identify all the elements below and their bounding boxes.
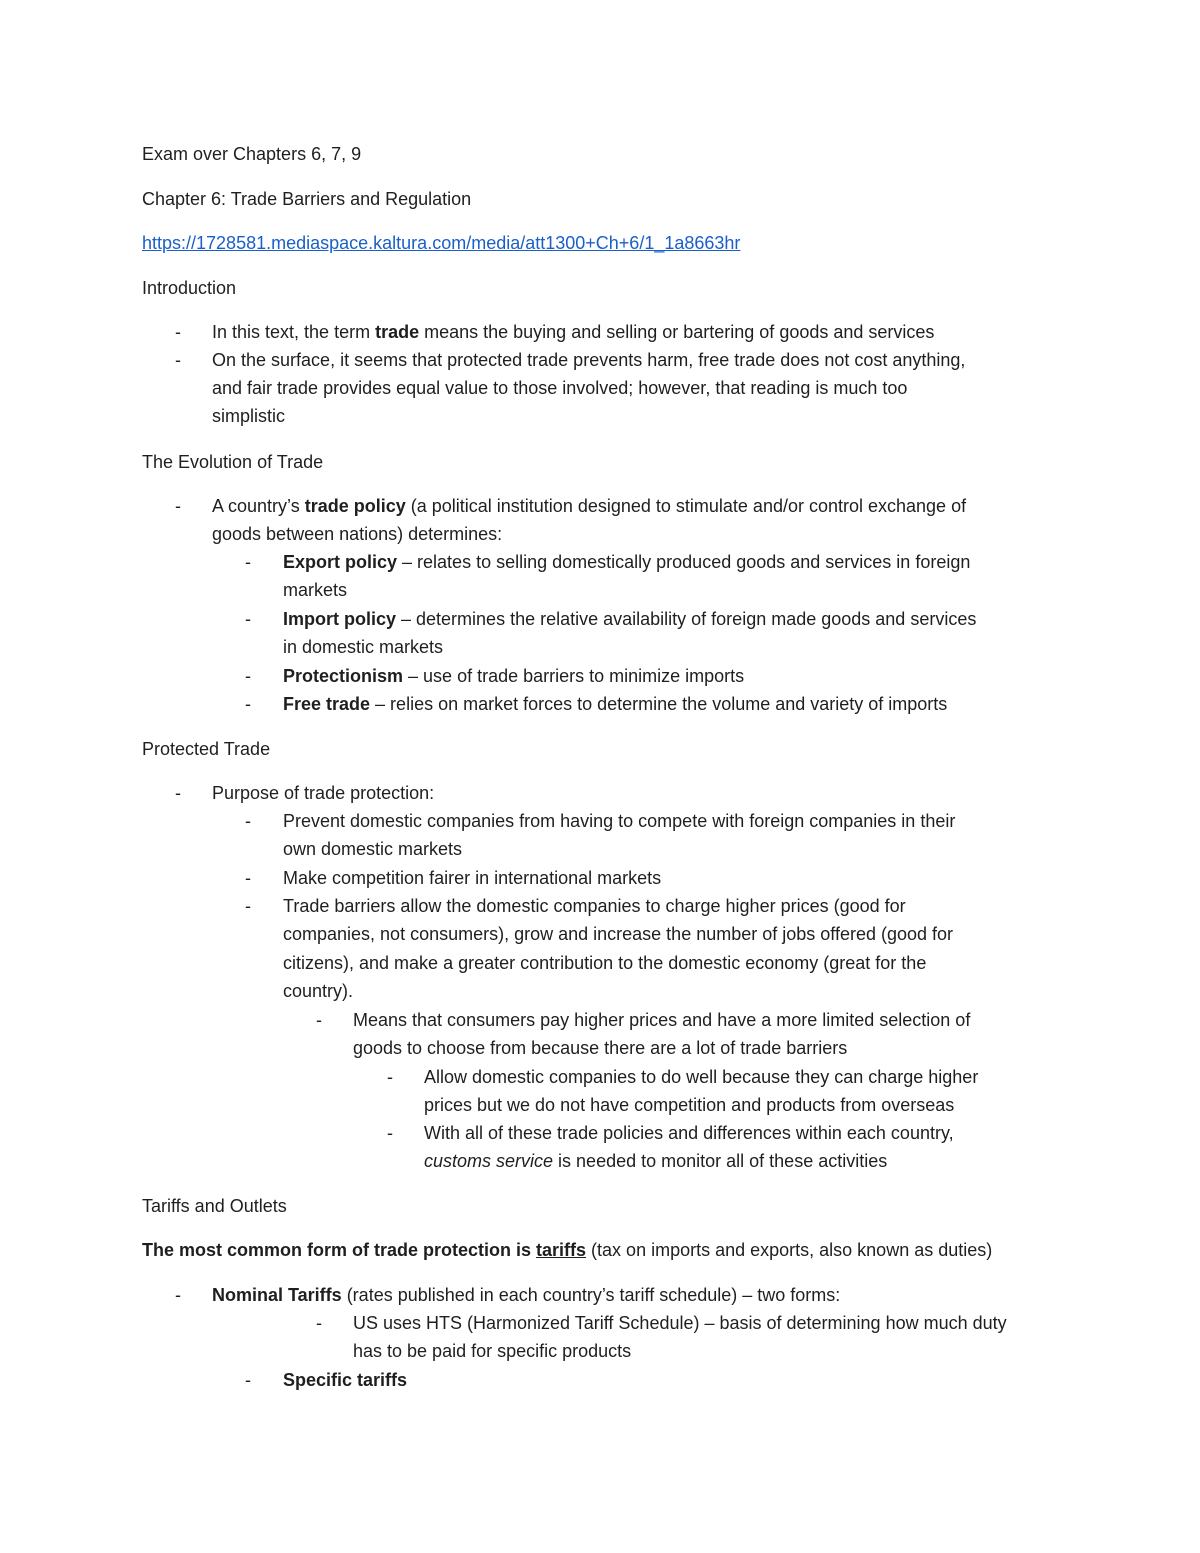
section-heading-protected-trade: Protected Trade: [142, 739, 271, 759]
list-item-line: simplistic: [212, 406, 286, 426]
bold-term: Free trade: [283, 694, 371, 714]
bullet-dash: -: [245, 609, 251, 629]
bullet-dash: -: [245, 552, 251, 572]
list-item-line: and fair trade provides equal value to those involved; however, that reading is much too: [212, 378, 908, 398]
list-item-line: has to be paid for specific products: [353, 1341, 632, 1361]
section-heading-tariffs: Tariffs and Outlets: [142, 1196, 287, 1216]
bullet-dash: -: [245, 1370, 251, 1390]
bullet-dash: -: [316, 1313, 322, 1333]
underlined-term: tariffs: [536, 1240, 587, 1260]
list-item-line: prices but we do not have competition and products from overseas: [424, 1095, 955, 1115]
list-item-line: Trade barriers allow the domestic companies to charge higher prices (good for: [283, 896, 906, 916]
text-run: – relates to selling domestically produced goods and services in foreign: [397, 552, 971, 572]
text-run: – relies on market forces to determine the volume and variety of imports: [370, 694, 948, 714]
list-item: [283, 609, 976, 630]
bold-term: Protectionism: [283, 666, 404, 686]
bullet-dash: -: [245, 868, 251, 888]
list-item-line: goods between nations) determines:: [212, 524, 503, 544]
text-run: (rates published in each country’s tariff schedule) – two forms:: [341, 1285, 841, 1305]
text-run: – determines the relative availability of foreign made goods and services: [396, 609, 977, 629]
document-title: Exam over Chapters 6, 7, 9: [142, 144, 362, 164]
bold-term: trade policy: [304, 496, 406, 516]
list-item: Specific tariffs: [283, 1370, 408, 1390]
section-heading-introduction: Introduction: [142, 278, 237, 298]
section-heading-evolution: The Evolution of Trade: [142, 452, 324, 472]
list-item: Make competition fairer in international markets: [283, 868, 662, 888]
bullet-dash: -: [245, 896, 251, 916]
text-run: means the buying and selling or bartering of goods and services: [419, 322, 935, 342]
chapter-heading: Chapter 6: Trade Barriers and Regulation: [142, 189, 472, 209]
list-item-line: Means that consumers pay higher prices and have a more limited selection of: [353, 1010, 971, 1030]
list-item: [212, 1285, 840, 1306]
text-run: is needed to monitor all of these activities: [553, 1151, 888, 1171]
bold-term: Nominal Tariffs: [212, 1285, 342, 1305]
list-item-line: markets: [283, 580, 348, 600]
bold-term: Export policy: [283, 552, 398, 572]
list-item-line: own domestic markets: [283, 839, 463, 859]
italic-term: customs service: [424, 1151, 554, 1171]
bold-term: The most common form of trade protection is: [142, 1240, 537, 1260]
bullet-dash: -: [387, 1067, 393, 1087]
list-item-line: US uses HTS (Harmonized Tariff Schedule) – basis of determining how much duty: [353, 1313, 1007, 1333]
list-item: [212, 322, 934, 343]
bullet-dash: -: [245, 666, 251, 686]
bullet-dash: -: [175, 783, 181, 803]
list-item-line: citizens), and make a greater contribution to the domestic economy (great for the: [283, 953, 927, 973]
list-item-line: Allow domestic companies to do well because they can charge higher: [424, 1067, 979, 1087]
bold-term: trade: [375, 322, 420, 342]
bullet-dash: -: [245, 694, 251, 714]
bullet-dash: -: [175, 496, 181, 516]
text-run: A country’s: [212, 496, 305, 516]
bold-term: Import policy: [283, 609, 397, 629]
bullet-dash: -: [175, 322, 181, 342]
text-run: – use of trade barriers to minimize imports: [403, 666, 745, 686]
bullet-dash: -: [387, 1123, 393, 1143]
list-item: [212, 496, 966, 517]
list-item-line: Prevent domestic companies from having to compete with foreign companies in their: [283, 811, 956, 831]
list-item-line: goods to choose from because there are a lot of trade barriers: [353, 1038, 848, 1058]
list-item-line: country).: [283, 981, 354, 1001]
list-item-line: With all of these trade policies and differences within each country,: [424, 1123, 954, 1143]
bullet-dash: -: [316, 1010, 322, 1030]
bullet-dash: -: [175, 1285, 181, 1305]
tariffs-statement: [142, 1240, 992, 1261]
list-item: [283, 666, 744, 687]
list-item: [283, 694, 947, 715]
list-item: Purpose of trade protection:: [212, 783, 435, 803]
text-run: (a political institution designed to stimulate and/or control exchange of: [405, 496, 967, 516]
bullet-dash: -: [175, 350, 181, 370]
bullet-dash: -: [245, 811, 251, 831]
list-item-line: in domestic markets: [283, 637, 444, 657]
list-item: [283, 552, 970, 573]
list-item-line: On the surface, it seems that protected trade prevents harm, free trade does not cost anything,: [212, 350, 966, 370]
text-run: In this text, the term: [212, 322, 376, 342]
list-item: [424, 1151, 887, 1172]
video-link[interactable]: https://1728581.mediaspace.kaltura.com/media/att1300+Ch+6/1_1a8663hr: [142, 233, 741, 253]
list-item-line: companies, not consumers), grow and increase the number of jobs offered (good for: [283, 924, 954, 944]
text-run: (tax on imports and exports, also known as duties): [586, 1240, 993, 1260]
